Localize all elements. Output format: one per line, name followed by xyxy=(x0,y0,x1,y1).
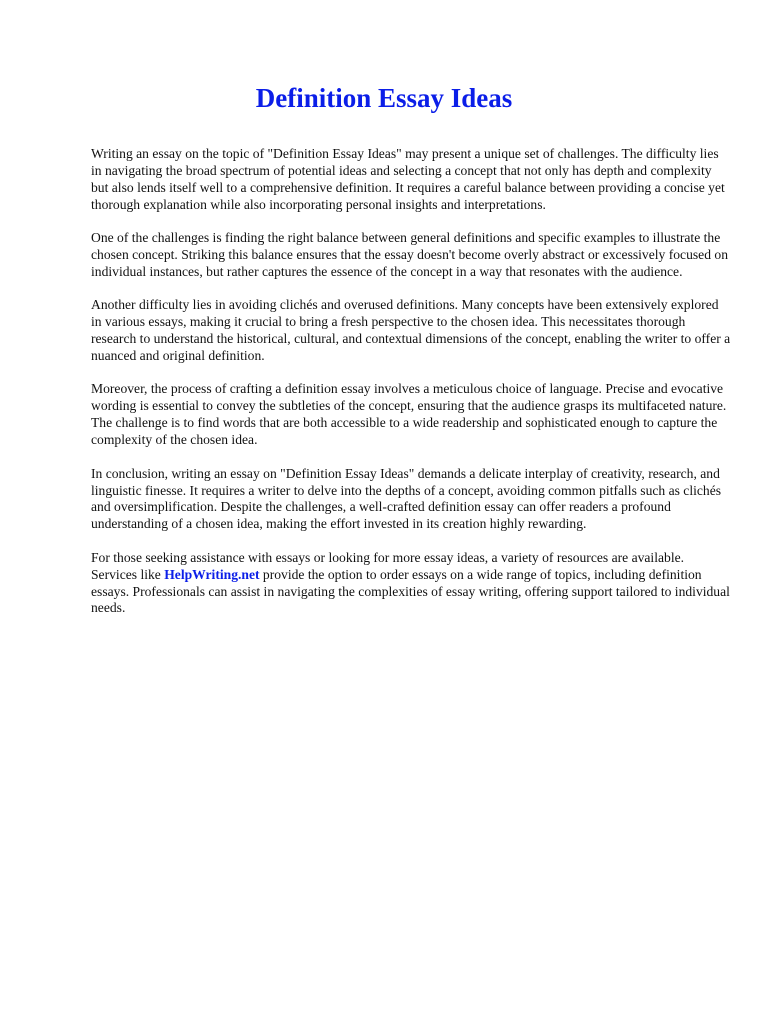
paragraph-5: In conclusion, writing an essay on "Definition Essay Ideas" demands a delicate interplay of creativity, research, and linguistic finesse. It requires a writer to delve into the depths of a concept, avoiding common pitfalls such as clichés and oversimplification. Despite the challenges, a well-crafted definition essay can offer readers a profound understanding of a chosen idea, making the effort invested in its creation highly rewarding. xyxy=(91,465,722,532)
document-body xyxy=(91,146,731,634)
paragraph-6-before-link: For those seeking assistance with essays or looking for more essay ideas, a variety of resources are available. Services like xyxy=(91,549,685,582)
paragraph-4: Moreover, the process of crafting a definition essay involves a meticulous choice of language. Precise and evocative wording is essential to convey the subtleties of the concept, ensuring that the audience grasps its multifaceted nature. The challenge is to find words that are both accessible to a wide readership and sophisticated enough to capture the complexity of the chosen idea. xyxy=(91,381,727,448)
paragraph-6 xyxy=(91,550,731,618)
paragraph-1: Writing an essay on the topic of "Definition Essay Ideas" may present a unique set of challenges. The difficulty lies in navigating the broad spectrum of potential ideas and selecting a concept that not only has depth and complexity but also lends itself well to a comprehensive definition. It requires a careful balance between providing a concise yet thorough explanation while also incorporating personal insights and interpretations. xyxy=(91,146,725,212)
helpwriting-link[interactable]: HelpWriting.net xyxy=(164,566,260,582)
paragraph-6-after-link: provide the option to order essays on a wide range of topics, including definition essays. Professionals can assist in navigating the complexities of essay writing, offering support tailored to individual needs. xyxy=(91,566,730,616)
paragraph-2: One of the challenges is finding the right balance between general definitions and specific examples to illustrate the chosen concept. Striking this balance ensures that the essay doesn't become overly abstract or excessively focused on individual instances, but rather captures the essence of the concept in a way that resonates with the audience. xyxy=(91,230,729,279)
page-title: Definition Essay Ideas xyxy=(255,83,513,113)
paragraph-3: Another difficulty lies in avoiding clichés and overused definitions. Many concepts have been extensively explored in various essays, making it crucial to bring a fresh perspective to the chosen idea. This necessitates thorough research to understand the historical, cultural, and contextual dimensions of the concept, enabling the writer to offer a nuanced and original definition. xyxy=(91,297,731,364)
